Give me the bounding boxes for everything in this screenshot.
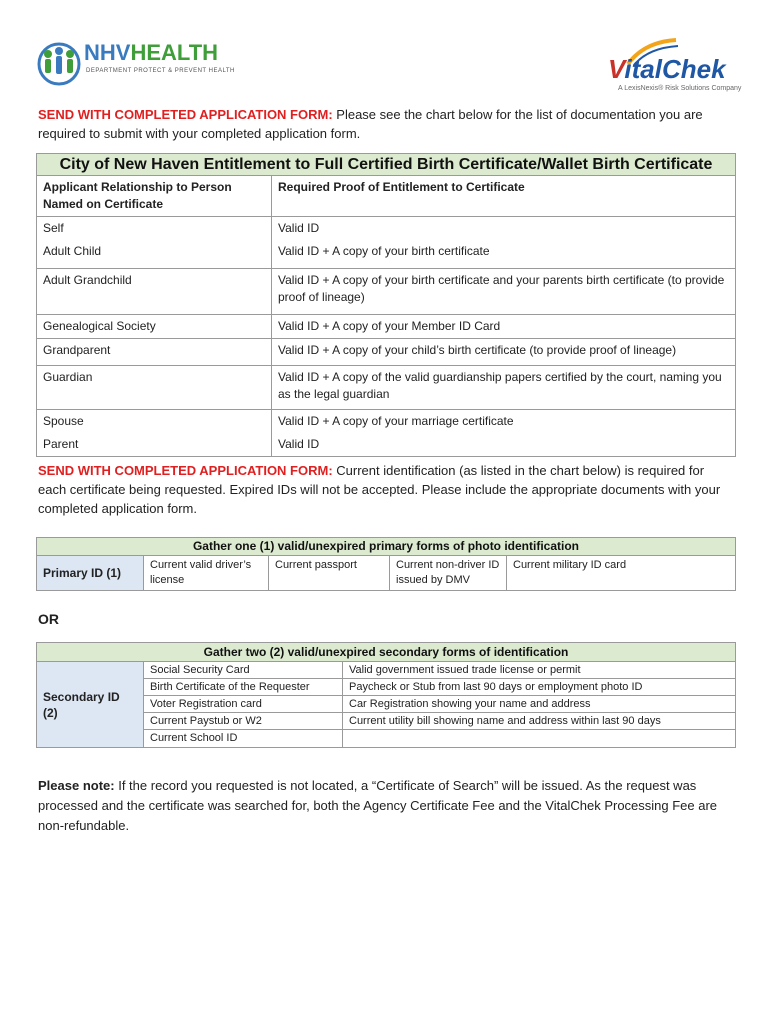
primary-id-item: Current non-driver ID issued by DMV xyxy=(390,556,507,591)
relationship-cell: Parent xyxy=(37,433,272,457)
secondary-id-item: Current School ID xyxy=(144,730,343,748)
table-row xyxy=(37,433,736,457)
please-note-paragraph xyxy=(38,776,728,836)
secondary-id-item: Social Security Card xyxy=(144,662,343,679)
proof-cell: Valid ID xyxy=(272,217,736,241)
identification-paragraph xyxy=(38,461,728,518)
vitalchek-wordmark: VitalChek xyxy=(608,54,726,84)
table-row xyxy=(37,366,736,410)
column-header-relationship: Applicant Relationship to Person Named on Certificate xyxy=(37,176,272,217)
nhv-people-icon xyxy=(36,40,82,88)
primary-id-item: Current valid driver’s license xyxy=(144,556,269,591)
proof-cell: Valid ID + A copy of your birth certificate and your parents birth certificate (to provide proof of lineage) xyxy=(272,269,736,315)
secondary-id-label: Secondary ID (2) xyxy=(37,662,144,748)
secondary-id-table xyxy=(36,642,736,748)
secondary-id-item: Voter Registration card xyxy=(144,696,343,713)
relationship-cell: Genealogical Society xyxy=(37,315,272,339)
table-row xyxy=(37,410,736,434)
relationship-cell: Grandparent xyxy=(37,339,272,366)
primary-id-table xyxy=(36,537,736,591)
proof-cell: Valid ID + A copy of your Member ID Card xyxy=(272,315,736,339)
relationship-cell: Spouse xyxy=(37,410,272,434)
intro-text: Please see the chart below for the list of documentation you are required to submit with your completed application form. xyxy=(38,107,703,141)
table-row xyxy=(37,315,736,339)
vitalchek-tagline: A LexisNexis® Risk Solutions Company xyxy=(618,85,742,92)
or-separator: OR xyxy=(38,611,59,627)
vitalchek-logo xyxy=(598,40,742,96)
relationship-cell: Adult Grandchild xyxy=(37,269,272,315)
primary-id-item: Current military ID card xyxy=(507,556,736,591)
secondary-id-item: Paycheck or Stub from last 90 days or employment photo ID xyxy=(343,679,736,696)
relationship-cell: Adult Child xyxy=(37,240,272,269)
primary-id-label: Primary ID (1) xyxy=(37,556,144,591)
proof-cell: Valid ID xyxy=(272,433,736,457)
proof-cell: Valid ID + A copy of the valid guardianship papers certified by the court, naming you as the legal guardian xyxy=(272,366,736,410)
secondary-id-header: Gather two (2) valid/unexpired secondary forms of identification xyxy=(37,643,736,662)
proof-cell: Valid ID + A copy of your child’s birth certificate (to provide proof of lineage) xyxy=(272,339,736,366)
table-row xyxy=(37,269,736,315)
secondary-id-item xyxy=(343,730,736,748)
intro-heading: SEND WITH COMPLETED APPLICATION FORM: xyxy=(38,107,333,122)
identification-text: Current identification (as listed in the chart below) is required for each certificate being requested. Expired IDs will not be accepted. Please include the appropriate documents with your completed application form. xyxy=(38,463,721,516)
nhv-health-logo xyxy=(36,40,235,88)
nhv-logo-wordmark: NHVHEALTH xyxy=(84,40,219,65)
please-note-label: Please note: xyxy=(38,778,115,793)
primary-id-header: Gather one (1) valid/unexpired primary forms of photo identification xyxy=(37,538,736,556)
intro-paragraph xyxy=(38,105,738,143)
column-header-proof: Required Proof of Entitlement to Certificate xyxy=(272,176,736,217)
secondary-id-item: Current utility bill showing name and address within last 90 days xyxy=(343,713,736,730)
proof-cell: Valid ID + A copy of your marriage certificate xyxy=(272,410,736,434)
identification-heading: SEND WITH COMPLETED APPLICATION FORM: xyxy=(38,463,333,478)
relationship-cell: Guardian xyxy=(37,366,272,410)
entitlement-caption: City of New Haven Entitlement to Full Certified Birth Certificate/Wallet Birth Certificate xyxy=(37,154,736,176)
secondary-id-item: Valid government issued trade license or permit xyxy=(343,662,736,679)
nhv-logo-tagline: DEPARTMENT PROTECT & PREVENT HEALTH xyxy=(86,68,235,74)
entitlement-table xyxy=(36,153,736,457)
secondary-id-item: Current Paystub or W2 xyxy=(144,713,343,730)
secondary-id-item: Birth Certificate of the Requester xyxy=(144,679,343,696)
proof-cell: Valid ID + A copy of your birth certificate xyxy=(272,240,736,269)
secondary-id-item: Car Registration showing your name and address xyxy=(343,696,736,713)
table-row xyxy=(37,240,736,269)
please-note-text: If the record you requested is not located, a “Certificate of Search” will be issued. As the request was processed and the certificate was searched for, both the Agency Certificate Fee and the VitalChek Processing Fee are non-refundable. xyxy=(38,778,718,833)
table-row xyxy=(37,339,736,366)
relationship-cell: Self xyxy=(37,217,272,241)
primary-id-item: Current passport xyxy=(269,556,390,591)
table-row xyxy=(37,217,736,241)
